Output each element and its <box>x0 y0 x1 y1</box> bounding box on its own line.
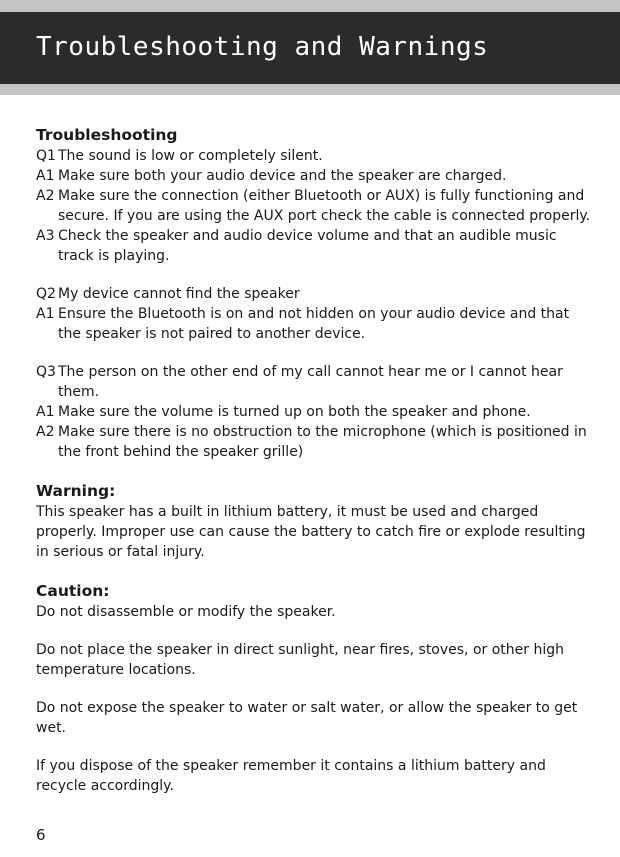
qa-text: The sound is low or completely silent. <box>58 148 323 164</box>
qa-group-1 <box>36 146 596 266</box>
qa-row <box>36 402 596 422</box>
caution-paragraph: Do not disassemble or modify the speaker. <box>36 604 336 620</box>
qa-text: The person on the other end of my call cannot hear me or I cannot hear them. <box>58 364 563 400</box>
qa-tag: A1 <box>36 168 55 184</box>
qa-tag: Q2 <box>36 286 56 302</box>
spacer <box>36 622 596 640</box>
caution-paragraph: If you dispose of the speaker remember it contains a lithium battery and recycle accordingly. <box>36 758 546 794</box>
qa-row <box>36 284 596 304</box>
qa-row <box>36 186 596 226</box>
qa-tag: A3 <box>36 228 55 244</box>
caution-heading: Caution: <box>36 582 110 600</box>
under-gray-band <box>0 84 620 95</box>
warning-text: This speaker has a built in lithium battery, it must be used and charged properly. Improper use can cause the battery to catch fire or explode resulting in serious or fatal injury. <box>36 504 586 560</box>
qa-tag: A2 <box>36 188 55 204</box>
top-gray-band <box>0 0 620 12</box>
qa-text: Make sure the connection (either Bluetooth or AUX) is fully functioning and secure. If you are using the AUX port check the cable is connected properly. <box>58 188 591 224</box>
qa-tag: Q1 <box>36 148 56 164</box>
qa-text: Make sure both your audio device and the speaker are charged. <box>58 168 507 184</box>
qa-tag: Q3 <box>36 364 56 380</box>
warning-heading: Warning: <box>36 482 116 500</box>
qa-text: Check the speaker and audio device volume and that an audible music track is playing. <box>58 228 557 264</box>
page-number: 6 <box>36 826 46 844</box>
qa-tag: A1 <box>36 404 55 420</box>
caution-paragraph: Do not expose the speaker to water or salt water, or allow the speaker to get wet. <box>36 700 578 736</box>
qa-tag: A1 <box>36 306 55 322</box>
spacer <box>36 562 596 580</box>
spacer <box>36 462 596 480</box>
caution-paragraph: Do not place the speaker in direct sunlight, near fires, stoves, or other high temperature locations. <box>36 642 565 678</box>
content-area <box>36 124 596 796</box>
qa-row <box>36 304 596 344</box>
qa-row <box>36 226 596 266</box>
qa-group-3 <box>36 362 596 462</box>
spacer <box>36 680 596 698</box>
qa-row <box>36 146 596 166</box>
troubleshooting-heading: Troubleshooting <box>36 126 178 144</box>
page-title: Troubleshooting and Warnings <box>36 32 489 62</box>
qa-text: Make sure there is no obstruction to the microphone (which is positioned in the front behind the speaker grille) <box>58 424 587 460</box>
qa-text: Ensure the Bluetooth is on and not hidden on your audio device and that the speaker is not paired to another device. <box>58 306 570 342</box>
qa-row <box>36 422 596 462</box>
spacer <box>36 266 596 284</box>
header-bar <box>0 12 620 84</box>
qa-group-2 <box>36 284 596 344</box>
spacer <box>36 344 596 362</box>
spacer <box>36 738 596 756</box>
qa-row <box>36 362 596 402</box>
qa-text: Make sure the volume is turned up on both the speaker and phone. <box>58 404 531 420</box>
qa-tag: A2 <box>36 424 55 440</box>
qa-row <box>36 166 596 186</box>
qa-text: My device cannot find the speaker <box>58 286 300 302</box>
